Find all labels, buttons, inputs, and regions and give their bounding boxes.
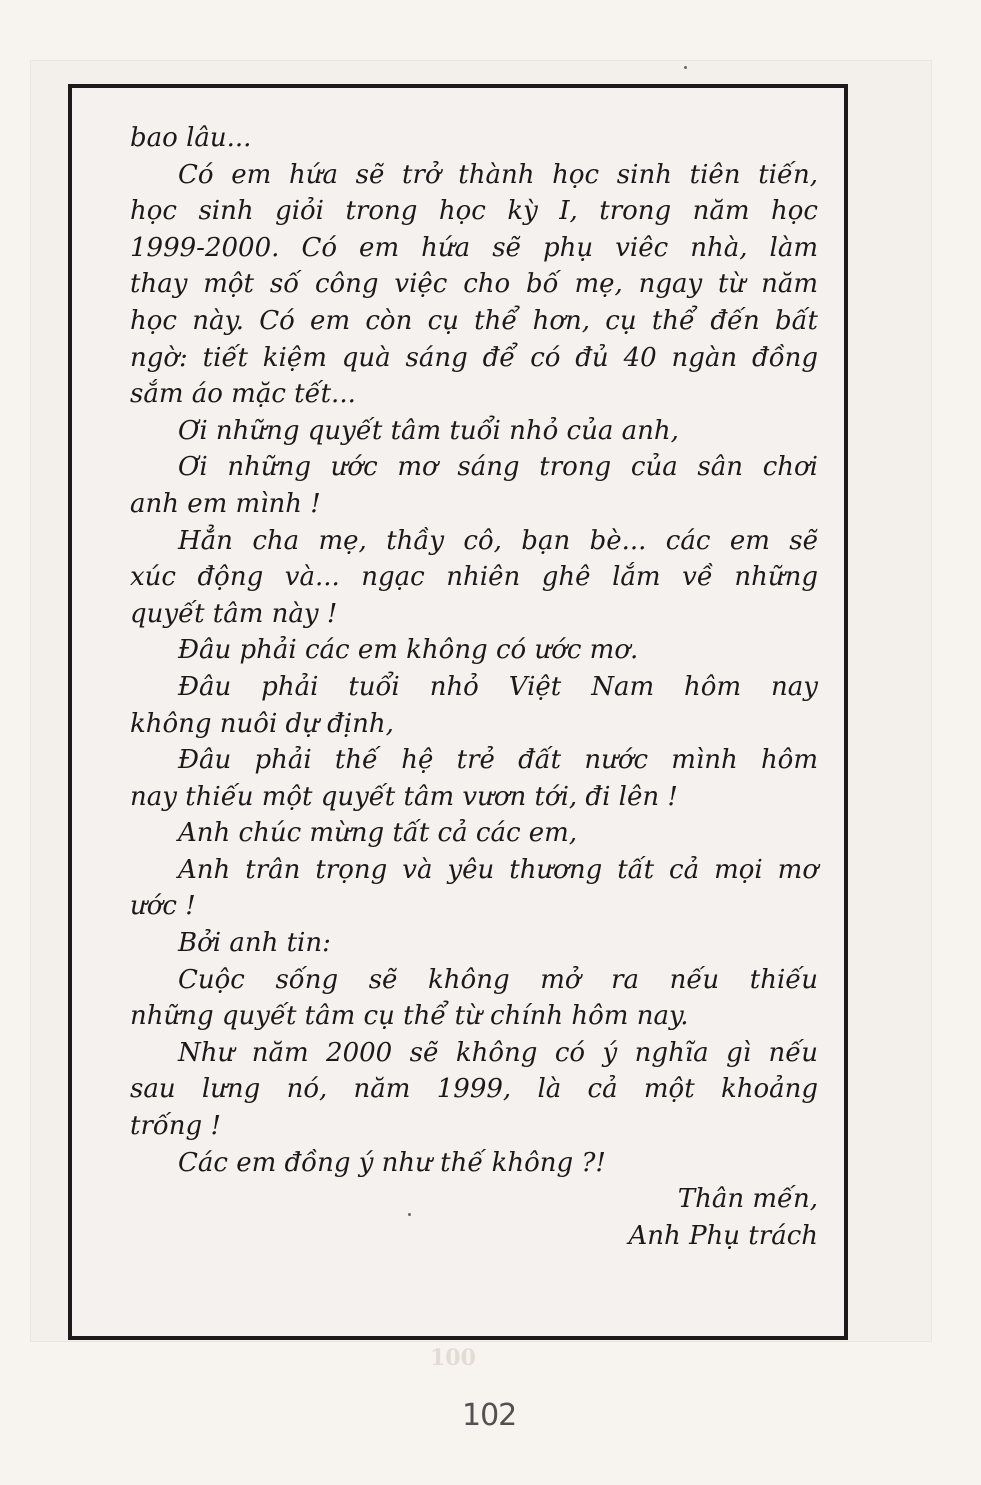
letter-signature: Anh Phụ trách bbox=[628, 1220, 818, 1251]
letter-line: những quyết tâm cụ thể từ chính hôm nay. bbox=[130, 1001, 689, 1032]
scan-speck bbox=[408, 1213, 411, 1216]
letter-line: 1999-2000. Có em hứa sẽ phụ viêc nhà, làm bbox=[130, 232, 818, 263]
letter-line: ngờ: tiết kiệm quà sáng để có đủ 40 ngàn đồng bbox=[130, 342, 818, 373]
letter-line: Hẳn cha mẹ, thầy cô, bạn bè... các em sẽ bbox=[178, 525, 818, 556]
letter-line: bao lâu... bbox=[130, 123, 252, 153]
letter-line: ước ! bbox=[130, 891, 196, 922]
letter-line: Ơi những quyết tâm tuổi nhỏ của anh, bbox=[178, 415, 679, 446]
letter-line: anh em mình ! bbox=[130, 488, 321, 519]
letter-line: học này. Có em còn cụ thể hơn, cụ thể đến bất bbox=[130, 305, 818, 336]
letter-line: Ơi những ước mơ sáng trong của sân chơi bbox=[178, 452, 818, 483]
letter-line: xúc động và... ngạc nhiên ghê lắm về những bbox=[130, 562, 818, 593]
letter-line: không nuôi dự định, bbox=[130, 708, 394, 739]
letter-line: Anh chúc mừng tất cả các em, bbox=[178, 818, 578, 849]
letter-closing: Thân mến, bbox=[677, 1184, 818, 1215]
letter-line: sắm áo mặc tết... bbox=[130, 379, 356, 410]
bleed-through-page-number: 100 bbox=[430, 1345, 476, 1371]
letter-frame bbox=[68, 84, 848, 1340]
letter-line: Đâu phải thế hệ trẻ đất nước mình hôm bbox=[178, 745, 818, 776]
letter-line: Có em hứa sẽ trở thành học sinh tiên tiến, bbox=[178, 159, 818, 190]
letter-line: Bởi anh tin: bbox=[178, 928, 331, 959]
letter-line: Đâu phải các em không có ước mơ. bbox=[178, 635, 639, 666]
letter-line: Các em đồng ý như thế không ?! bbox=[178, 1147, 606, 1178]
letter-body bbox=[130, 120, 818, 1254]
letter-line: trống ! bbox=[130, 1111, 221, 1142]
letter-line: Cuộc sống sẽ không mở ra nếu thiếu bbox=[178, 964, 818, 995]
letter-line: quyết tâm này ! bbox=[130, 598, 338, 629]
letter-line: Anh trân trọng và yêu thương tất cả mọi mơ bbox=[178, 854, 818, 885]
letter-line: thay một số công việc cho bố mẹ, ngay từ năm bbox=[130, 269, 818, 300]
letter-line: Đâu phải tuổi nhỏ Việt Nam hôm nay bbox=[178, 671, 818, 702]
letter-line: học sinh giỏi trong học kỳ I, trong năm học bbox=[130, 196, 818, 227]
letter-line: sau lưng nó, năm 1999, là cả một khoảng bbox=[130, 1074, 818, 1105]
letter-line: Như năm 2000 sẽ không có ý nghĩa gì nếu bbox=[178, 1037, 818, 1068]
scan-speck bbox=[684, 66, 687, 69]
letter-line: nay thiếu một quyết tâm vươn tới, đi lên ! bbox=[130, 781, 678, 812]
handwritten-page-number: 102 bbox=[462, 1398, 517, 1433]
